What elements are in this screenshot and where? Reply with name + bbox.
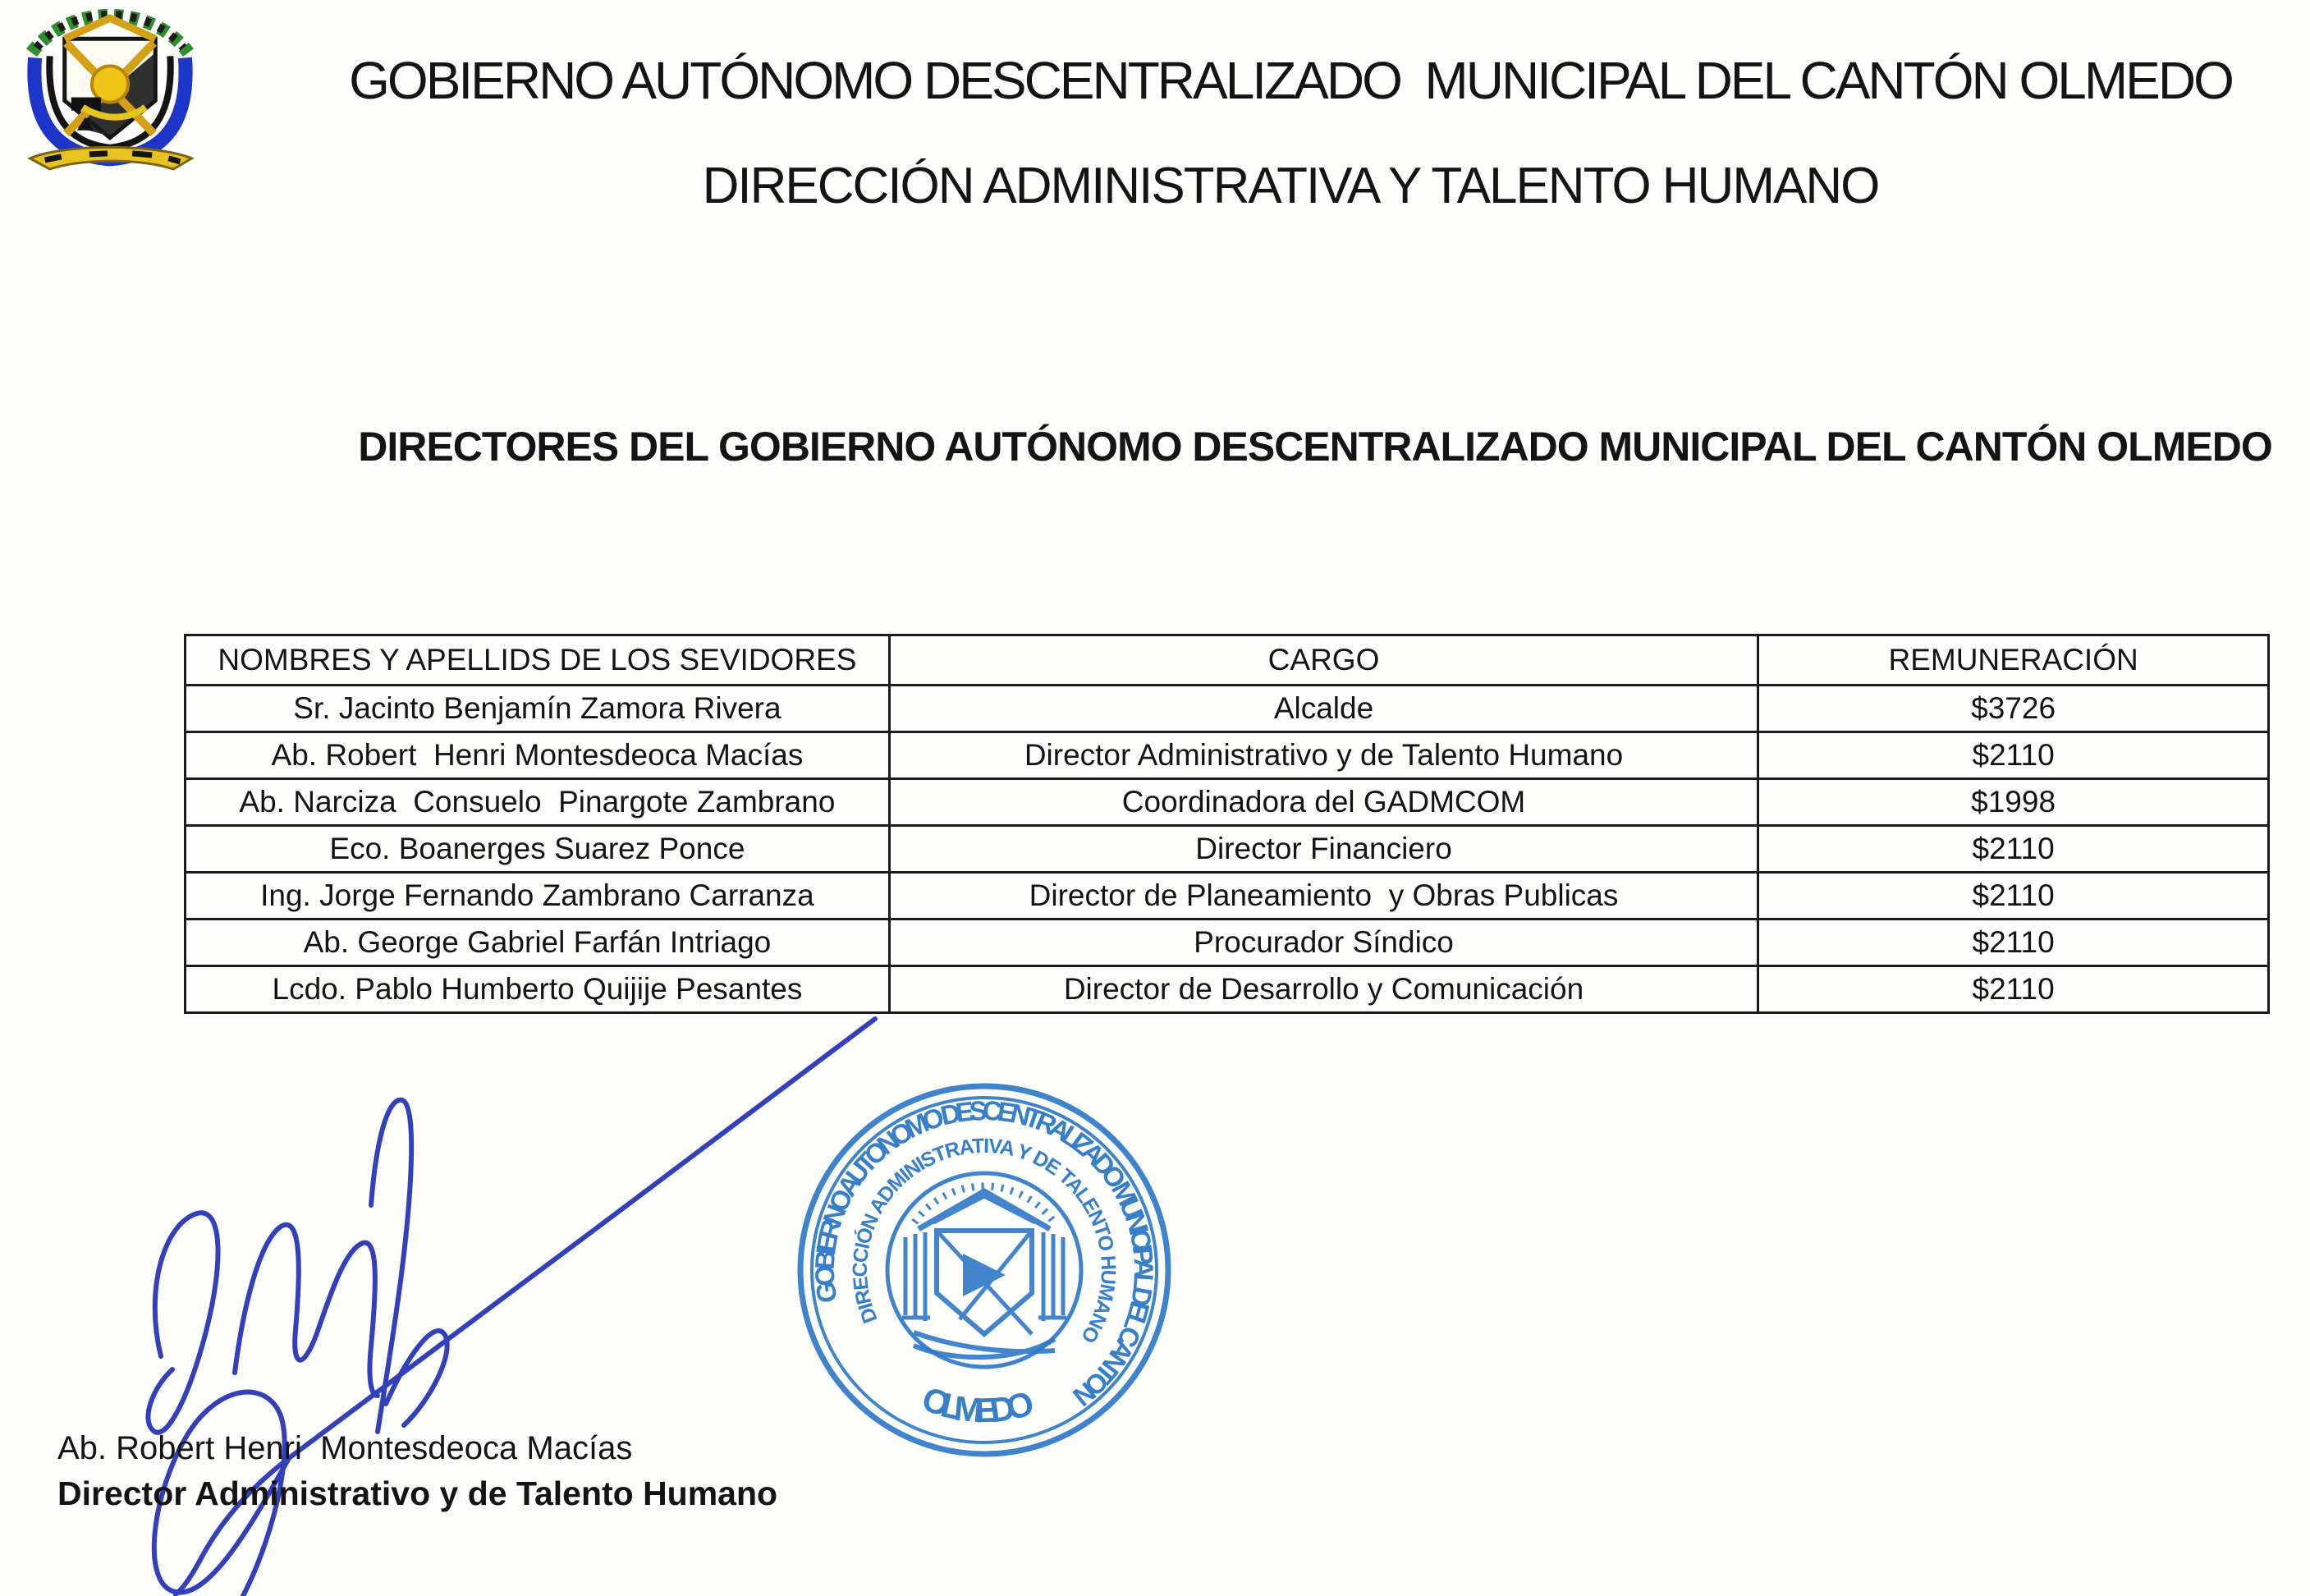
cell-nombre: Ing. Jorge Fernando Zambrano Carranza bbox=[186, 873, 890, 920]
cell-nombre: Lcdo. Pablo Humberto Quijije Pesantes bbox=[186, 966, 890, 1013]
signature-scribble-2 bbox=[235, 1225, 378, 1396]
cell-remuneracion: $2110 bbox=[1758, 966, 2269, 1013]
letterhead bbox=[271, 13, 2310, 241]
signer-title: Director Administrativo y de Talento Humano bbox=[57, 1474, 778, 1512]
section-heading: DIRECTORES DEL GOBIERNO AUTÓNOMO DESCENTRALIZADO MUNICIPAL DEL CANTÓN OLMEDO bbox=[358, 424, 2272, 470]
svg-text:DIRECCIÓN ADMINISTRATIVA Y DE bbox=[849, 1135, 1120, 1348]
directors-table bbox=[184, 634, 2270, 1014]
table-header-row bbox=[186, 635, 2269, 686]
svg-text:OLMEDO bbox=[918, 1379, 1044, 1430]
cell-cargo: Director Financiero bbox=[889, 826, 1758, 873]
cell-nombre: Eco. Boanerges Suarez Ponce bbox=[186, 826, 890, 873]
cell-cargo: Alcalde bbox=[889, 686, 1758, 732]
cell-remuneracion: $2110 bbox=[1758, 873, 2269, 920]
shield-chevron-gold bbox=[65, 18, 156, 39]
table-row bbox=[186, 826, 2269, 873]
cell-nombre: Sr. Jacinto Benjamín Zamora Rivera bbox=[186, 686, 890, 732]
letterhead-title-line1: GOBIERNO AUTÓNOMO DESCENTRALIZADO MUNICIPAL DEL CANTÓN OLMEDO bbox=[349, 51, 2232, 110]
cell-cargo: Director Administrativo y de Talento Humano bbox=[889, 732, 1758, 779]
signature-scribble-3 bbox=[371, 1100, 411, 1432]
signature-scribble-1 bbox=[148, 1213, 218, 1433]
stamp-right-columns bbox=[1043, 1232, 1063, 1321]
cell-remuneracion: $3726 bbox=[1758, 686, 2269, 732]
stamp-bottom-text: OLMEDO bbox=[917, 1378, 1044, 1431]
stamp-left-columns bbox=[905, 1232, 925, 1321]
table-row bbox=[186, 732, 2269, 779]
stamp-inner-text: DIRECCIÓN ADMINISTRATIVA Y DE TALENTO HUMANO bbox=[848, 1134, 1121, 1348]
table-row bbox=[186, 779, 2269, 826]
table-row bbox=[186, 966, 2269, 1013]
column-header-remuneracion: REMUNERACIÓN bbox=[1758, 635, 2269, 686]
cell-nombre: Ab. George Gabriel Farfán Intriago bbox=[186, 920, 890, 966]
cell-cargo: Director de Desarrollo y Comunicación bbox=[889, 966, 1758, 1013]
cell-nombre: Ab. Robert Henri Montesdeoca Macías bbox=[186, 732, 890, 779]
cell-remuneracion: $2110 bbox=[1758, 826, 2269, 873]
column-header-cargo: CARGO bbox=[889, 635, 1758, 686]
column-header-nombres: NOMBRES Y APELLIDS DE LOS SEVIDORES bbox=[186, 635, 890, 686]
letterhead-title-line2: DIRECCIÓN ADMINISTRATIVA Y TALENTO HUMANO bbox=[702, 158, 1879, 214]
sun-emblem bbox=[92, 66, 128, 102]
cell-cargo: Procurador Síndico bbox=[889, 920, 1758, 966]
stamp-shield-diagonals bbox=[937, 1231, 1032, 1334]
cell-remuneracion: $2110 bbox=[1758, 732, 2269, 779]
signer-name: Ab. Robert Henri Montesdeoca Macías bbox=[57, 1430, 633, 1466]
table-row bbox=[186, 873, 2269, 920]
municipal-coat-of-arms-logo bbox=[7, 2, 213, 179]
signature-scribble-4 bbox=[386, 1331, 447, 1425]
stamp-coat-of-arms bbox=[902, 1186, 1066, 1357]
cell-remuneracion: $2110 bbox=[1758, 920, 2269, 966]
table-row bbox=[186, 686, 2269, 732]
table-body bbox=[186, 686, 2269, 1013]
official-round-stamp bbox=[784, 1070, 1185, 1470]
cell-remuneracion: $1998 bbox=[1758, 779, 2269, 826]
table-row bbox=[186, 920, 2269, 966]
cell-cargo: Coordinadora del GADMCOM bbox=[889, 779, 1758, 826]
cell-cargo: Director de Planeamiento y Obras Publicas bbox=[889, 873, 1758, 920]
cell-nombre: Ab. Narciza Consuelo Pinargote Zambrano bbox=[186, 779, 890, 826]
stamp-outer-text: GOBIERNO AUTONOMO DESCENTRALIZADO MUNICIPAL DEL CANTON bbox=[809, 1094, 1160, 1414]
